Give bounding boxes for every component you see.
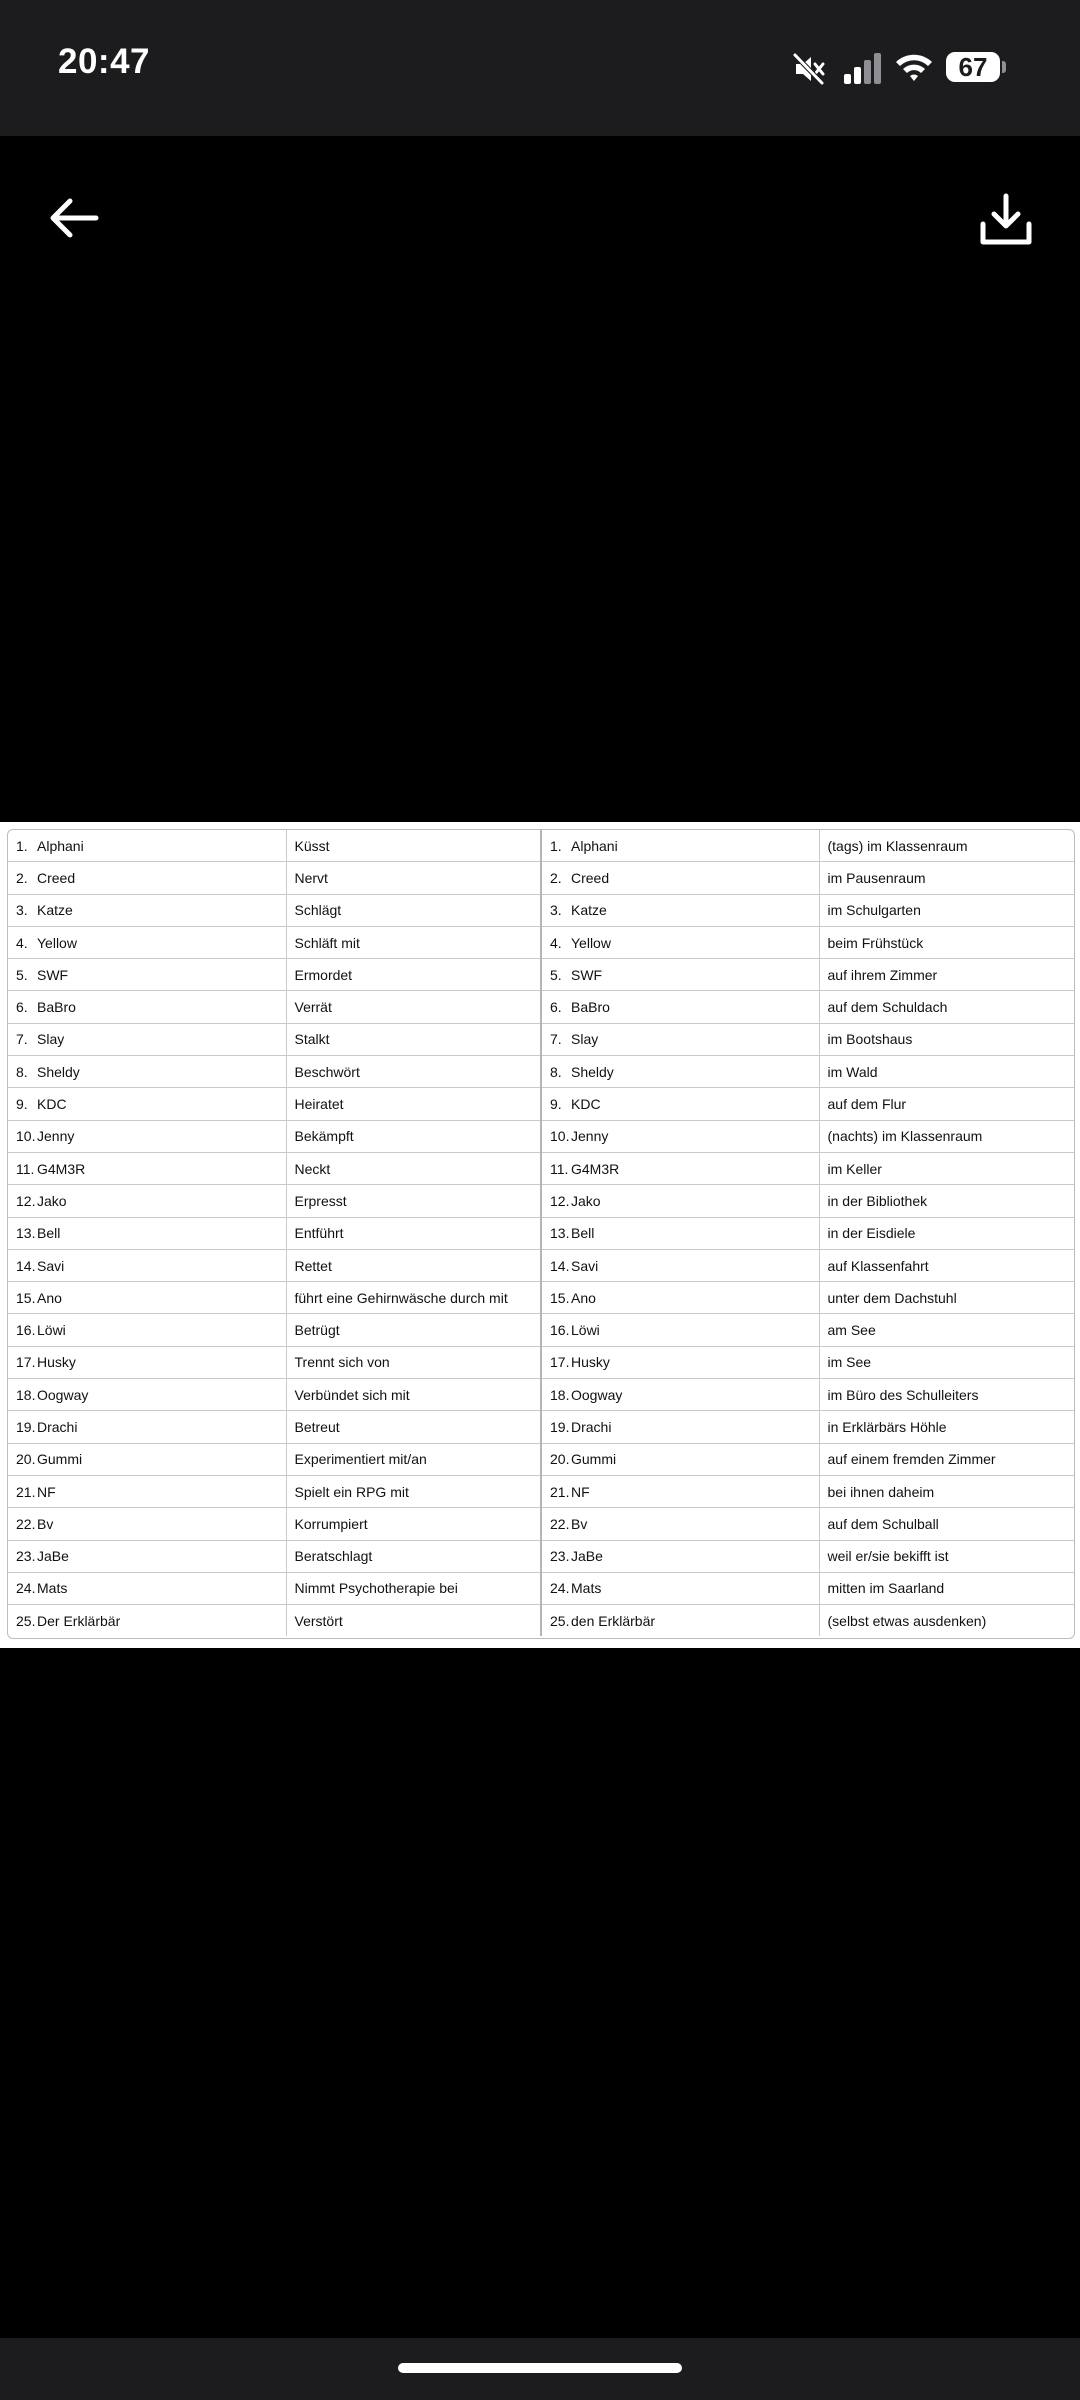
name-cell-text: Creed bbox=[37, 869, 76, 886]
action-cell bbox=[286, 1508, 541, 1540]
name-cell bbox=[541, 959, 819, 991]
row-number: 2. bbox=[550, 869, 562, 886]
name-cell bbox=[8, 1540, 286, 1572]
place-cell-text: mitten im Saarland bbox=[827, 1580, 945, 1597]
action-cell-text: Spielt ein RPG mit bbox=[294, 1483, 409, 1500]
name-cell-text: Slay bbox=[37, 1031, 65, 1048]
action-cell bbox=[286, 1605, 541, 1637]
row-number: 15. bbox=[550, 1289, 570, 1306]
name-cell bbox=[541, 1023, 819, 1055]
name-cell-text: den Erklärbär bbox=[571, 1612, 656, 1629]
row-number: 6. bbox=[550, 999, 562, 1016]
place-cell bbox=[819, 830, 1074, 862]
row-number: 13. bbox=[16, 1225, 36, 1242]
name-cell bbox=[541, 1088, 819, 1120]
name-cell bbox=[8, 1056, 286, 1088]
row-number: 22. bbox=[16, 1515, 36, 1532]
action-cell bbox=[286, 1443, 541, 1475]
table-row bbox=[8, 1152, 1074, 1184]
row-number: 20. bbox=[550, 1451, 570, 1468]
action-cell bbox=[286, 1088, 541, 1120]
name-cell bbox=[541, 830, 819, 862]
table-row bbox=[8, 1282, 1074, 1314]
place-cell bbox=[819, 959, 1074, 991]
name-cell bbox=[8, 1152, 286, 1184]
table-row bbox=[8, 1443, 1074, 1475]
action-cell bbox=[286, 1282, 541, 1314]
place-cell-text: im Schulgarten bbox=[827, 902, 921, 919]
name-cell-text: Savi bbox=[571, 1257, 599, 1274]
row-number: 14. bbox=[16, 1257, 36, 1274]
place-cell-text: im Wald bbox=[827, 1063, 878, 1080]
name-cell-text: G4M3R bbox=[37, 1160, 86, 1177]
name-cell-text: JaBe bbox=[37, 1548, 69, 1565]
place-cell bbox=[819, 991, 1074, 1023]
name-cell bbox=[8, 1346, 286, 1378]
place-cell bbox=[819, 1314, 1074, 1346]
place-cell-text: im Bootshaus bbox=[827, 1031, 913, 1048]
place-cell-text: im See bbox=[827, 1354, 872, 1371]
row-number: 6. bbox=[16, 999, 28, 1016]
action-cell-text: Nimmt Psychotherapie bei bbox=[294, 1580, 458, 1597]
name-cell bbox=[541, 862, 819, 894]
table-row bbox=[8, 1411, 1074, 1443]
action-cell-text: Experimentiert mit/an bbox=[294, 1451, 427, 1468]
place-cell-text: auf ihrem Zimmer bbox=[827, 966, 938, 983]
row-number: 20. bbox=[16, 1451, 36, 1468]
action-cell-text: Erpresst bbox=[294, 1192, 347, 1209]
table-row bbox=[8, 1023, 1074, 1055]
name-cell-text: Alphani bbox=[37, 837, 84, 854]
name-cell bbox=[8, 1379, 286, 1411]
table-body bbox=[8, 830, 1074, 1636]
place-cell bbox=[819, 1152, 1074, 1184]
name-cell-text: Ano bbox=[571, 1289, 596, 1306]
row-number: 23. bbox=[16, 1548, 36, 1565]
action-cell-text: Rettet bbox=[294, 1257, 332, 1274]
table-row bbox=[8, 1249, 1074, 1281]
table-row bbox=[8, 1088, 1074, 1120]
action-cell-text: Korrumpiert bbox=[294, 1515, 368, 1532]
table-row bbox=[8, 1475, 1074, 1507]
action-cell bbox=[286, 1540, 541, 1572]
place-cell-text: auf dem Schuldach bbox=[827, 999, 948, 1016]
row-number: 7. bbox=[16, 1031, 28, 1048]
table-row bbox=[8, 1379, 1074, 1411]
row-number: 1. bbox=[550, 837, 562, 854]
name-cell bbox=[8, 959, 286, 991]
name-cell-text: BaBro bbox=[37, 999, 76, 1016]
action-cell bbox=[286, 1379, 541, 1411]
name-cell-text: Katze bbox=[571, 902, 607, 919]
table-row bbox=[8, 830, 1074, 862]
row-number: 18. bbox=[16, 1386, 36, 1403]
place-cell bbox=[819, 1346, 1074, 1378]
home-indicator[interactable] bbox=[398, 2363, 682, 2373]
place-cell bbox=[819, 1443, 1074, 1475]
arrow-left-icon[interactable] bbox=[44, 188, 104, 248]
name-cell-text: Gummi bbox=[571, 1451, 617, 1468]
row-number: 10. bbox=[550, 1128, 570, 1145]
action-cell-text: Heiratet bbox=[294, 1096, 344, 1113]
name-cell-text: KDC bbox=[37, 1096, 67, 1113]
place-cell bbox=[819, 1056, 1074, 1088]
row-number: 21. bbox=[550, 1483, 570, 1500]
name-cell bbox=[541, 926, 819, 958]
name-cell-text: Jako bbox=[37, 1192, 67, 1209]
row-number: 4. bbox=[550, 934, 562, 951]
place-cell-text: beim Frühstück bbox=[827, 934, 924, 951]
action-cell-text: Schlägt bbox=[294, 902, 342, 919]
row-number: 22. bbox=[550, 1515, 570, 1532]
table-row bbox=[8, 1540, 1074, 1572]
place-cell bbox=[819, 1572, 1074, 1604]
place-cell bbox=[819, 1508, 1074, 1540]
name-cell bbox=[541, 1443, 819, 1475]
row-number: 5. bbox=[16, 966, 28, 983]
battery-icon: 67 bbox=[946, 52, 1000, 82]
status-time: 20:47 bbox=[58, 42, 151, 81]
action-cell bbox=[286, 1023, 541, 1055]
battery-tip bbox=[1002, 61, 1006, 73]
name-cell-text: Mats bbox=[571, 1580, 602, 1597]
name-cell-text: Sheldy bbox=[571, 1063, 614, 1080]
name-cell bbox=[8, 1605, 286, 1637]
name-cell bbox=[8, 1282, 286, 1314]
action-cell bbox=[286, 1411, 541, 1443]
place-cell-text: weil er/sie bekifft ist bbox=[827, 1548, 949, 1565]
name-cell bbox=[8, 894, 286, 926]
action-cell-text: Küsst bbox=[294, 837, 330, 854]
name-cell bbox=[541, 894, 819, 926]
row-number: 23. bbox=[550, 1548, 570, 1565]
place-cell bbox=[819, 894, 1074, 926]
document-image bbox=[0, 822, 1080, 1648]
name-cell-text: NF bbox=[37, 1483, 56, 1500]
action-cell bbox=[286, 1217, 541, 1249]
name-cell-text: Löwi bbox=[571, 1322, 600, 1339]
action-cell-text: Bekämpft bbox=[294, 1128, 354, 1145]
name-cell bbox=[541, 1249, 819, 1281]
name-cell-text: KDC bbox=[571, 1096, 601, 1113]
table-row bbox=[8, 1605, 1074, 1637]
row-number: 9. bbox=[16, 1096, 28, 1113]
table-row bbox=[8, 991, 1074, 1023]
action-cell bbox=[286, 1185, 541, 1217]
name-cell-text: Drachi bbox=[37, 1418, 78, 1435]
row-number: 19. bbox=[550, 1418, 570, 1435]
name-cell-text: Der Erklärbär bbox=[37, 1612, 121, 1629]
name-cell bbox=[8, 1508, 286, 1540]
place-cell-text: in der Eisdiele bbox=[827, 1225, 916, 1242]
action-cell-text: Verstört bbox=[294, 1612, 343, 1629]
name-cell bbox=[541, 1411, 819, 1443]
name-cell bbox=[8, 1314, 286, 1346]
name-cell-text: JaBe bbox=[571, 1548, 603, 1565]
name-cell bbox=[8, 1572, 286, 1604]
row-number: 21. bbox=[16, 1483, 36, 1500]
place-cell-text: auf dem Schulball bbox=[827, 1515, 939, 1532]
action-cell-text: Beschwört bbox=[294, 1063, 360, 1080]
action-cell bbox=[286, 1152, 541, 1184]
name-cell bbox=[8, 1023, 286, 1055]
name-cell-text: Bv bbox=[37, 1515, 54, 1532]
name-cell-text: Ano bbox=[37, 1289, 62, 1306]
name-cell bbox=[541, 1540, 819, 1572]
row-number: 11. bbox=[16, 1160, 35, 1177]
place-cell-text: auf dem Flur bbox=[827, 1096, 907, 1113]
row-number: 25. bbox=[550, 1612, 570, 1629]
name-cell bbox=[541, 1282, 819, 1314]
table-row bbox=[8, 1217, 1074, 1249]
name-cell bbox=[541, 991, 819, 1023]
name-cell-text: Oogway bbox=[37, 1386, 89, 1403]
name-cell bbox=[541, 1475, 819, 1507]
place-cell-text: in der Bibliothek bbox=[827, 1192, 928, 1209]
place-cell bbox=[819, 1088, 1074, 1120]
name-cell-text: Husky bbox=[571, 1354, 610, 1371]
place-cell bbox=[819, 1379, 1074, 1411]
name-cell-text: Slay bbox=[571, 1031, 599, 1048]
table-row bbox=[8, 926, 1074, 958]
name-cell-text: Yellow bbox=[571, 934, 611, 951]
name-cell-text: SWF bbox=[37, 966, 69, 983]
action-cell bbox=[286, 959, 541, 991]
row-number: 12. bbox=[550, 1192, 570, 1209]
table-row bbox=[8, 1572, 1074, 1604]
action-cell bbox=[286, 926, 541, 958]
wifi-icon bbox=[894, 50, 934, 84]
action-cell bbox=[286, 1120, 541, 1152]
row-number: 16. bbox=[550, 1322, 570, 1339]
row-number: 8. bbox=[550, 1063, 562, 1080]
table-row bbox=[8, 1185, 1074, 1217]
name-cell bbox=[8, 1185, 286, 1217]
place-cell bbox=[819, 1475, 1074, 1507]
name-cell bbox=[541, 1056, 819, 1088]
place-cell bbox=[819, 1605, 1074, 1637]
name-cell-text: BaBro bbox=[571, 999, 610, 1016]
table-row bbox=[8, 1314, 1074, 1346]
row-number: 9. bbox=[550, 1096, 562, 1113]
action-cell-text: Nervt bbox=[294, 869, 328, 886]
name-cell bbox=[8, 1088, 286, 1120]
action-cell-text: Beratschlagt bbox=[294, 1548, 373, 1565]
row-number: 12. bbox=[16, 1192, 36, 1209]
table-row bbox=[8, 1508, 1074, 1540]
place-cell-text: unter dem Dachstuhl bbox=[827, 1289, 957, 1306]
action-cell-text: Schläft mit bbox=[294, 934, 360, 951]
row-number: 19. bbox=[16, 1418, 36, 1435]
row-number: 15. bbox=[16, 1289, 36, 1306]
name-cell bbox=[8, 1249, 286, 1281]
row-number: 17. bbox=[550, 1354, 570, 1371]
name-cell-text: Sheldy bbox=[37, 1063, 80, 1080]
name-cell bbox=[541, 1185, 819, 1217]
table-row bbox=[8, 862, 1074, 894]
row-number: 14. bbox=[550, 1257, 570, 1274]
action-cell-text: Verbündet sich mit bbox=[294, 1386, 410, 1403]
place-cell bbox=[819, 1120, 1074, 1152]
place-cell-text: im Keller bbox=[827, 1160, 882, 1177]
name-cell-text: Jako bbox=[571, 1192, 601, 1209]
name-cell-text: SWF bbox=[571, 966, 603, 983]
name-cell bbox=[8, 926, 286, 958]
row-number: 8. bbox=[16, 1063, 28, 1080]
name-cell-text: Jenny bbox=[37, 1128, 75, 1145]
action-cell bbox=[286, 1475, 541, 1507]
name-cell-text: Mats bbox=[37, 1580, 68, 1597]
name-cell-text: Katze bbox=[37, 902, 73, 919]
action-cell-text: führt eine Gehirnwäsche durch mit bbox=[294, 1289, 508, 1306]
action-cell bbox=[286, 830, 541, 862]
name-cell bbox=[8, 1120, 286, 1152]
name-cell-text: G4M3R bbox=[571, 1160, 620, 1177]
place-cell bbox=[819, 1023, 1074, 1055]
name-cell bbox=[541, 1605, 819, 1637]
mute-icon bbox=[792, 52, 826, 86]
name-cell-text: Alphani bbox=[571, 837, 618, 854]
row-number: 13. bbox=[550, 1225, 570, 1242]
place-cell-text: auf Klassenfahrt bbox=[827, 1257, 929, 1274]
name-cell-text: Gummi bbox=[37, 1451, 83, 1468]
row-number: 3. bbox=[550, 902, 562, 919]
action-cell-text: Trennt sich von bbox=[294, 1354, 390, 1371]
name-cell-text: Bell bbox=[571, 1225, 595, 1242]
name-cell bbox=[8, 1475, 286, 1507]
place-cell-text: am See bbox=[827, 1322, 876, 1339]
row-number: 11. bbox=[550, 1160, 569, 1177]
name-cell-text: Creed bbox=[571, 869, 610, 886]
name-cell-text: Löwi bbox=[37, 1322, 66, 1339]
name-cell bbox=[541, 1508, 819, 1540]
table-row bbox=[8, 1056, 1074, 1088]
name-cell bbox=[541, 1217, 819, 1249]
place-cell-text: in Erklärbärs Höhle bbox=[827, 1418, 947, 1435]
action-cell-text: Stalkt bbox=[294, 1031, 330, 1048]
place-cell bbox=[819, 1282, 1074, 1314]
name-cell bbox=[541, 1572, 819, 1604]
place-cell-text: (nachts) im Klassenraum bbox=[827, 1128, 983, 1145]
download-icon[interactable] bbox=[978, 192, 1034, 248]
name-cell bbox=[541, 1346, 819, 1378]
row-number: 16. bbox=[16, 1322, 36, 1339]
name-cell-text: Savi bbox=[37, 1257, 65, 1274]
table-row bbox=[8, 959, 1074, 991]
name-cell bbox=[8, 1217, 286, 1249]
place-cell bbox=[819, 862, 1074, 894]
name-cell-text: Bv bbox=[571, 1515, 588, 1532]
signal-icon bbox=[843, 52, 883, 84]
action-cell bbox=[286, 1056, 541, 1088]
table-row bbox=[8, 1120, 1074, 1152]
name-cell bbox=[541, 1314, 819, 1346]
place-cell bbox=[819, 926, 1074, 958]
row-number: 10. bbox=[16, 1128, 36, 1145]
name-cell bbox=[8, 830, 286, 862]
place-cell-text: (selbst etwas ausdenken) bbox=[827, 1612, 987, 1629]
place-cell bbox=[819, 1540, 1074, 1572]
name-cell-text: Oogway bbox=[571, 1386, 623, 1403]
place-cell-text: auf einem fremden Zimmer bbox=[827, 1451, 996, 1468]
place-cell bbox=[819, 1217, 1074, 1249]
action-cell-text: Neckt bbox=[294, 1160, 331, 1177]
action-cell bbox=[286, 1249, 541, 1281]
table-row bbox=[8, 894, 1074, 926]
row-number: 4. bbox=[16, 934, 28, 951]
row-number: 24. bbox=[550, 1580, 570, 1597]
action-cell bbox=[286, 862, 541, 894]
name-cell-text: Yellow bbox=[37, 934, 77, 951]
name-cell bbox=[8, 1443, 286, 1475]
row-number: 3. bbox=[16, 902, 28, 919]
action-cell bbox=[286, 1572, 541, 1604]
name-cell bbox=[541, 1152, 819, 1184]
action-cell bbox=[286, 1314, 541, 1346]
assignment-table bbox=[8, 830, 1074, 1636]
name-cell bbox=[541, 1120, 819, 1152]
name-cell bbox=[8, 1411, 286, 1443]
action-cell bbox=[286, 991, 541, 1023]
name-cell-text: Jenny bbox=[571, 1128, 609, 1145]
row-number: 5. bbox=[550, 966, 562, 983]
place-cell-text: im Pausenraum bbox=[827, 869, 926, 886]
name-cell-text: Bell bbox=[37, 1225, 61, 1242]
name-cell bbox=[541, 1379, 819, 1411]
action-cell bbox=[286, 894, 541, 926]
place-cell-text: bei ihnen daheim bbox=[827, 1483, 935, 1500]
row-number: 18. bbox=[550, 1386, 570, 1403]
action-cell-text: Betreut bbox=[294, 1418, 340, 1435]
row-number: 17. bbox=[16, 1354, 36, 1371]
name-cell bbox=[8, 991, 286, 1023]
row-number: 1. bbox=[16, 837, 28, 854]
assignment-table-frame bbox=[7, 829, 1075, 1639]
row-number: 24. bbox=[16, 1580, 36, 1597]
name-cell-text: NF bbox=[571, 1483, 590, 1500]
action-cell-text: Verrät bbox=[294, 999, 332, 1016]
name-cell-text: Drachi bbox=[571, 1418, 612, 1435]
place-cell bbox=[819, 1185, 1074, 1217]
row-number: 7. bbox=[550, 1031, 562, 1048]
table-row bbox=[8, 1346, 1074, 1378]
action-cell-text: Entführt bbox=[294, 1225, 344, 1242]
place-cell-text: (tags) im Klassenraum bbox=[827, 837, 968, 854]
name-cell bbox=[8, 862, 286, 894]
place-cell bbox=[819, 1411, 1074, 1443]
action-cell-text: Ermordet bbox=[294, 966, 353, 983]
action-cell-text: Betrügt bbox=[294, 1322, 340, 1339]
row-number: 25. bbox=[16, 1612, 36, 1629]
place-cell-text: im Büro des Schulleiters bbox=[827, 1386, 979, 1403]
status-bar bbox=[0, 0, 1080, 136]
name-cell-text: Husky bbox=[37, 1354, 76, 1371]
action-cell bbox=[286, 1346, 541, 1378]
place-cell bbox=[819, 1249, 1074, 1281]
row-number: 2. bbox=[16, 869, 28, 886]
